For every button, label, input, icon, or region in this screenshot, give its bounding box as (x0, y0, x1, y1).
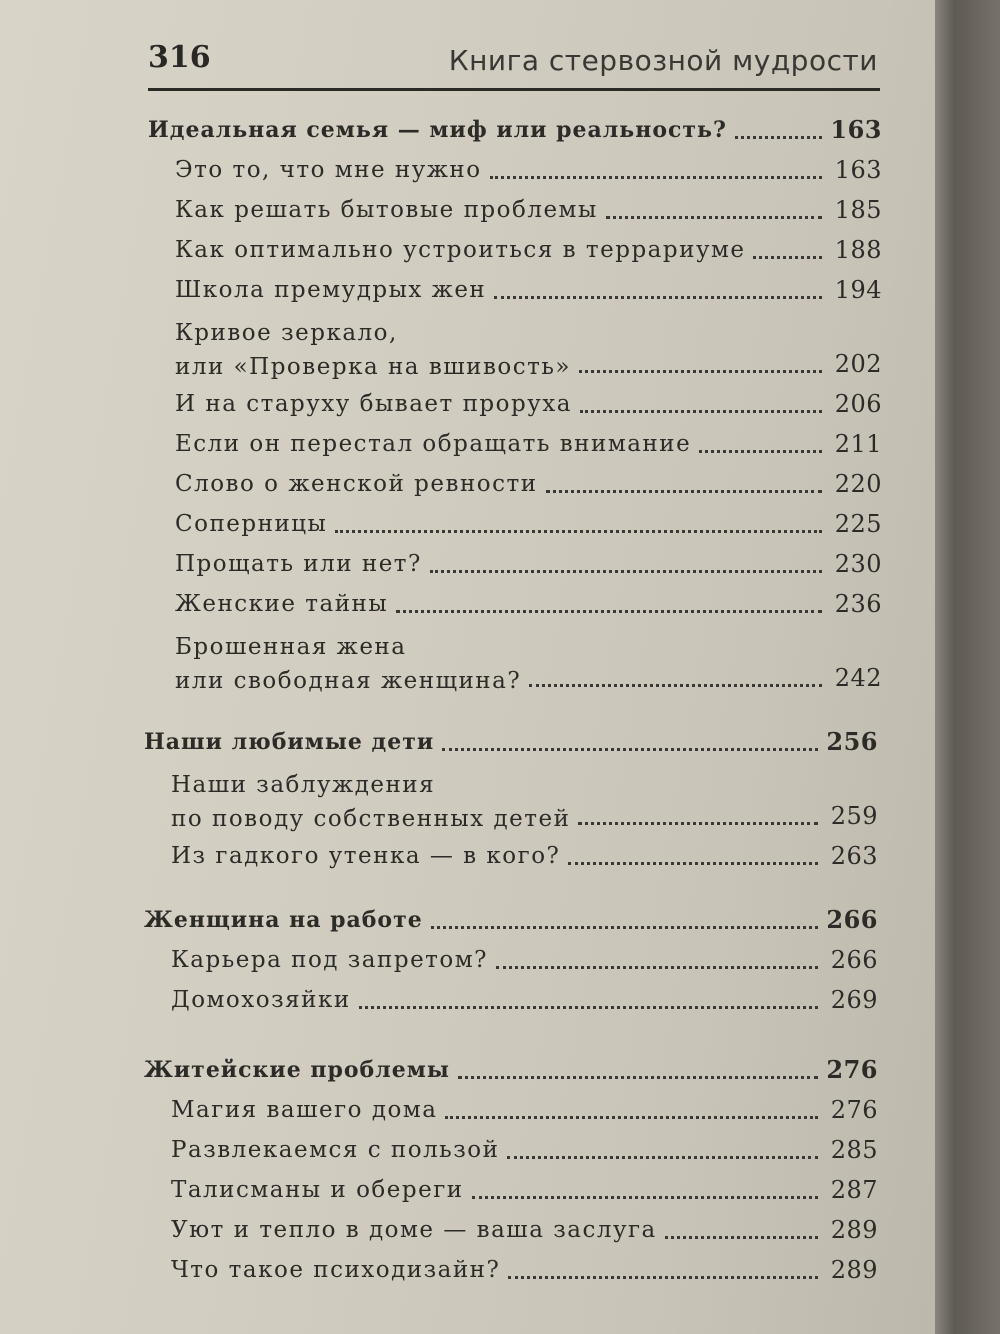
dot-leader (458, 1075, 818, 1079)
entry-title: Домохозяйки (171, 987, 351, 1013)
page-ref: 285 (830, 1136, 878, 1164)
entry-title: Соперницы (175, 511, 328, 537)
toc-section (148, 110, 882, 698)
page-ref: 289 (830, 1216, 878, 1244)
page-ref: 163 (830, 115, 882, 144)
page-ref: 230 (834, 550, 882, 578)
toc-section (144, 1050, 878, 1290)
dot-leader (494, 295, 822, 299)
toc-entry (144, 836, 878, 876)
page-ref: 259 (830, 802, 878, 830)
entry-title: Женские тайны (175, 591, 389, 617)
page-number: 316 (148, 40, 211, 75)
section-title: Идеальная семья — миф или реальность? (148, 117, 727, 143)
toc-section-heading (148, 110, 882, 150)
dot-leader (507, 1155, 818, 1159)
toc-entry (144, 1090, 878, 1130)
dot-leader (335, 529, 822, 533)
page-ref: 266 (830, 946, 878, 974)
toc-entry (144, 1250, 878, 1290)
entry-title: Слово о женской ревности (175, 471, 538, 497)
page-ref: 185 (834, 196, 882, 224)
entry-title: Как оптимально устроиться в террариуме (175, 237, 746, 263)
toc-entry (144, 940, 878, 980)
dot-leader (568, 861, 818, 865)
page-ref: 266 (826, 905, 878, 934)
dot-leader (431, 925, 818, 929)
section-title: Житейские проблемы (144, 1057, 450, 1083)
toc-section-heading (144, 722, 878, 762)
dot-leader (665, 1235, 818, 1239)
toc-entry (148, 384, 882, 424)
toc-entry (148, 150, 882, 190)
dot-leader (396, 609, 822, 613)
toc-entry (148, 544, 882, 584)
page-ref: 236 (834, 590, 882, 618)
entry-title: Что такое психодизайн? (171, 1257, 501, 1283)
page-ref: 263 (830, 842, 878, 870)
page-ref: 194 (834, 276, 882, 304)
page-ref: 287 (830, 1176, 878, 1204)
toc-entry (148, 504, 882, 544)
dot-leader (735, 135, 822, 139)
dot-leader (580, 409, 822, 413)
toc-entry (148, 310, 882, 384)
toc-entry (148, 464, 882, 504)
toc-entry (148, 230, 882, 270)
entry-title: Как решать бытовые проблемы (175, 197, 598, 223)
page-ref: 188 (834, 236, 882, 264)
page-ref: 276 (826, 1055, 878, 1084)
toc-entry (148, 424, 882, 464)
dot-leader (472, 1195, 818, 1199)
book-gutter (935, 0, 1000, 1334)
page-ref: 269 (830, 986, 878, 1014)
toc-entry (144, 980, 878, 1020)
toc-entry (144, 762, 878, 836)
dot-leader (445, 1115, 818, 1119)
entry-title: Кривое зеркало, или «Проверка на вшивость» (175, 320, 571, 380)
dot-leader (508, 1275, 818, 1279)
dot-leader (442, 747, 818, 751)
entry-title: Из гадкого утенка — в кого? (171, 843, 561, 869)
toc-entry (144, 1130, 878, 1170)
entry-title: Брошенная жена или свободная женщина? (175, 634, 522, 694)
page-ref: 220 (834, 470, 882, 498)
dot-leader (606, 215, 822, 219)
entry-title: Это то, что мне нужно (175, 157, 482, 183)
page-ref: 289 (830, 1256, 878, 1284)
dot-leader (430, 569, 822, 573)
entry-title: Карьера под запретом? (171, 947, 488, 973)
dot-leader (753, 255, 822, 259)
toc-entry (148, 624, 882, 698)
toc-section (144, 722, 878, 876)
dot-leader (490, 175, 822, 179)
dot-leader (529, 683, 822, 687)
page-ref: 256 (826, 727, 878, 756)
page-ref: 206 (834, 390, 882, 418)
page-ref: 211 (834, 430, 882, 458)
entry-title: Если он перестал обращать внимание (175, 431, 692, 457)
toc-entry (144, 1210, 878, 1250)
section-title: Женщина на работе (144, 907, 423, 933)
toc-section-heading (144, 900, 878, 940)
toc-section (144, 900, 878, 1020)
page-ref: 225 (834, 510, 882, 538)
toc-entry (148, 270, 882, 310)
section-title: Наши любимые дети (144, 729, 435, 755)
dot-leader (496, 965, 818, 969)
page-ref: 242 (834, 664, 882, 692)
toc-entry (148, 190, 882, 230)
entry-title: И на старуху бывает проруха (175, 391, 572, 417)
toc-section-heading (144, 1050, 878, 1090)
page-ref: 276 (830, 1096, 878, 1124)
entry-title: Уют и тепло в доме — ваша заслуга (171, 1217, 657, 1243)
entry-title: Развлекаемся с пользой (171, 1137, 500, 1163)
toc-entry (148, 584, 882, 624)
running-title: Книга стервозной мудрости (448, 44, 878, 77)
page-ref: 163 (834, 156, 882, 184)
dot-leader (699, 449, 822, 453)
entry-title: Школа премудрых жен (175, 277, 487, 303)
page-ref: 202 (834, 350, 882, 378)
toc-entry (144, 1170, 878, 1210)
entry-title: Наши заблуждения по поводу собственных детей (171, 772, 571, 832)
dot-leader (578, 821, 818, 825)
dot-leader (579, 369, 822, 373)
entry-title: Талисманы и обереги (171, 1177, 464, 1203)
dot-leader (359, 1005, 818, 1009)
entry-title: Магия вашего дома (171, 1097, 438, 1123)
entry-title: Прощать или нет? (175, 551, 422, 577)
page-header (148, 36, 880, 86)
dot-leader (546, 489, 822, 493)
header-rule (148, 88, 880, 91)
